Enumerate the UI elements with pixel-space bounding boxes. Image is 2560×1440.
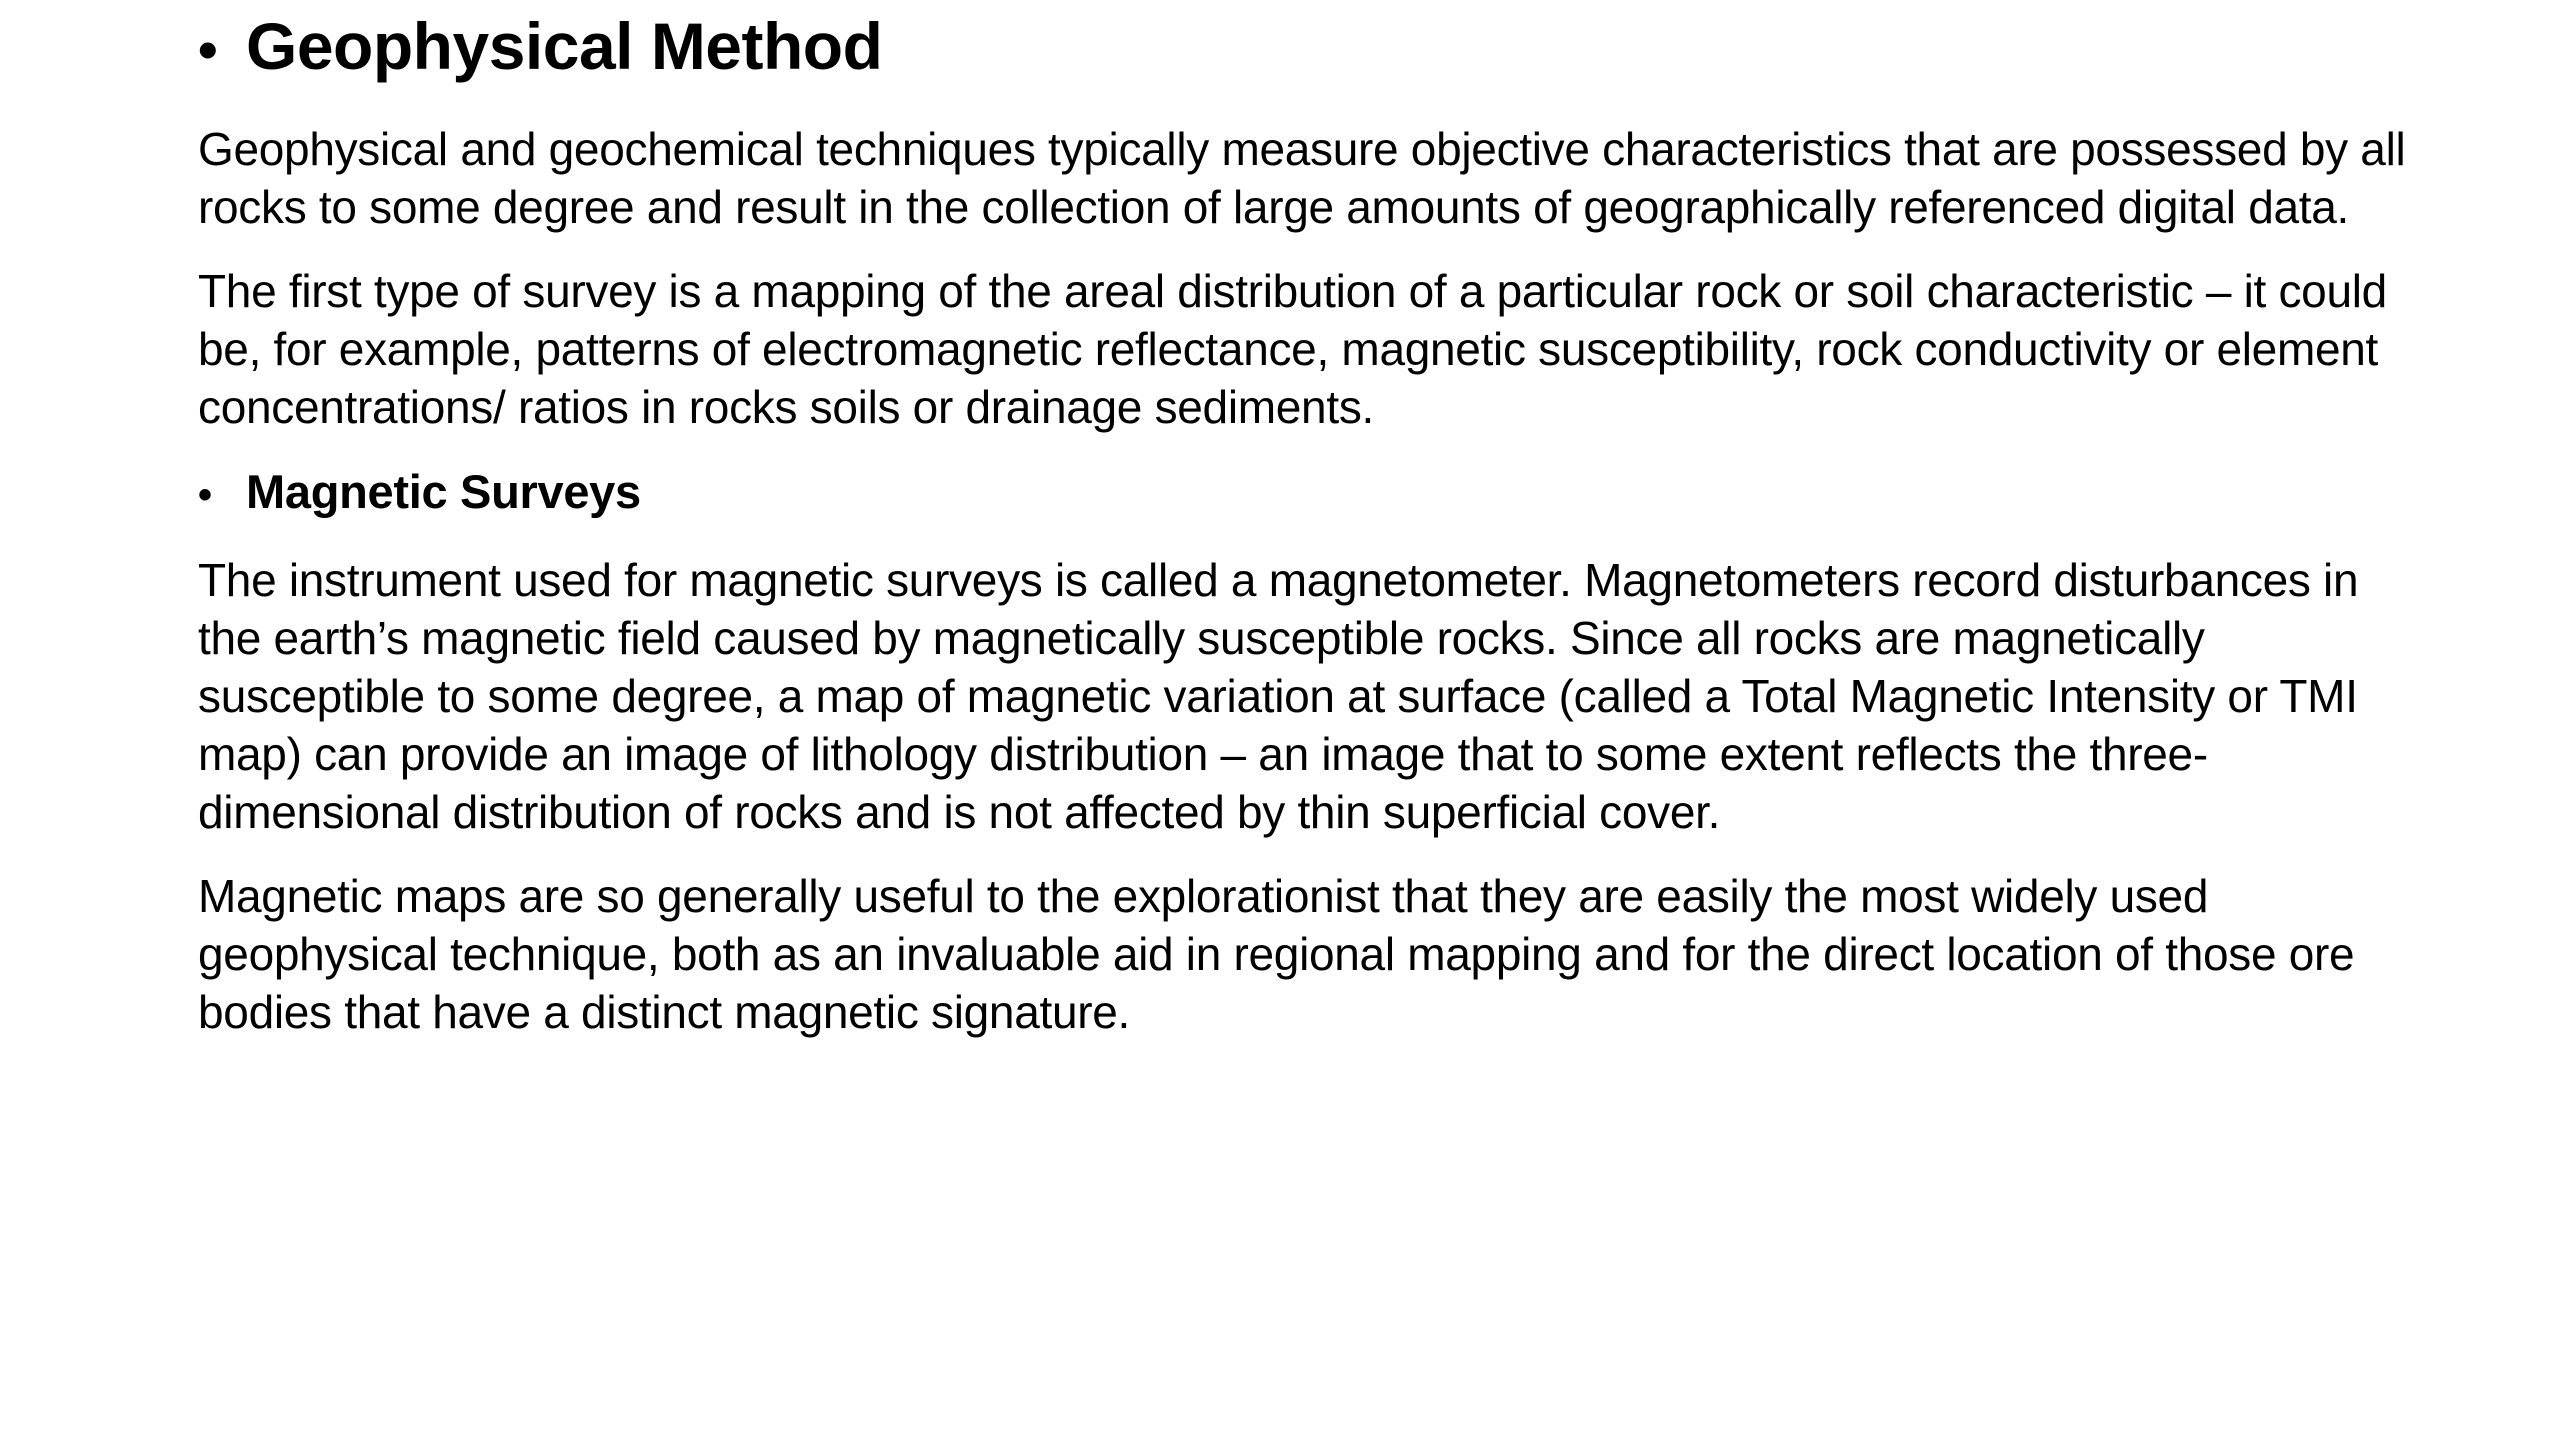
intro-paragraph-2: The first type of survey is a mapping of the areal distribution of a particular rock or soil characteristic – it could be, for example, patterns of electromagnetic reflectance, magnetic susceptibility, rock conductivity or element concentrations/ ratios in rocks soils or drainage sediments.: [198, 265, 2387, 433]
heading-bullet: •: [198, 18, 218, 81]
intro-paragraph-1: Geophysical and geochemical techniques typically measure objective characteristics that are possessed by all rocks to some degree and result in the collection of large amounts of geographically referenced digital data.: [198, 123, 2406, 233]
subheading-bullet: •: [198, 473, 213, 517]
subheading-magnetic-surveys: Magnetic Surveys: [246, 465, 641, 518]
subheading-row: [198, 462, 2408, 525]
magnetic-paragraph-2: Magnetic maps are so generally useful to the explorationist that they are easily the most widely used geophysical technique, both as an invaluable aid in regional mapping and for the direct location of those ore bodies that have a distinct magnetic signature.: [198, 870, 2355, 1038]
slide-heading: Geophysical Method: [246, 9, 883, 83]
heading-row: [198, 6, 2408, 90]
slide-content: [198, 6, 2408, 1067]
magnetic-paragraph-1: The instrument used for magnetic surveys is called a magnetometer. Magnetometers record disturbances in the earth’s magnetic field caused by magnetically susceptible rocks. Since all rocks are magnetically susceptible to some degree, a map of magnetic variation at surface (called a Total Magnetic Intensity or TMI map) can provide an image of lithology distribution – an image that to some extent reflects the three-dimensional distribution of rocks and is not affected by thin superficial cover.: [198, 554, 2359, 838]
